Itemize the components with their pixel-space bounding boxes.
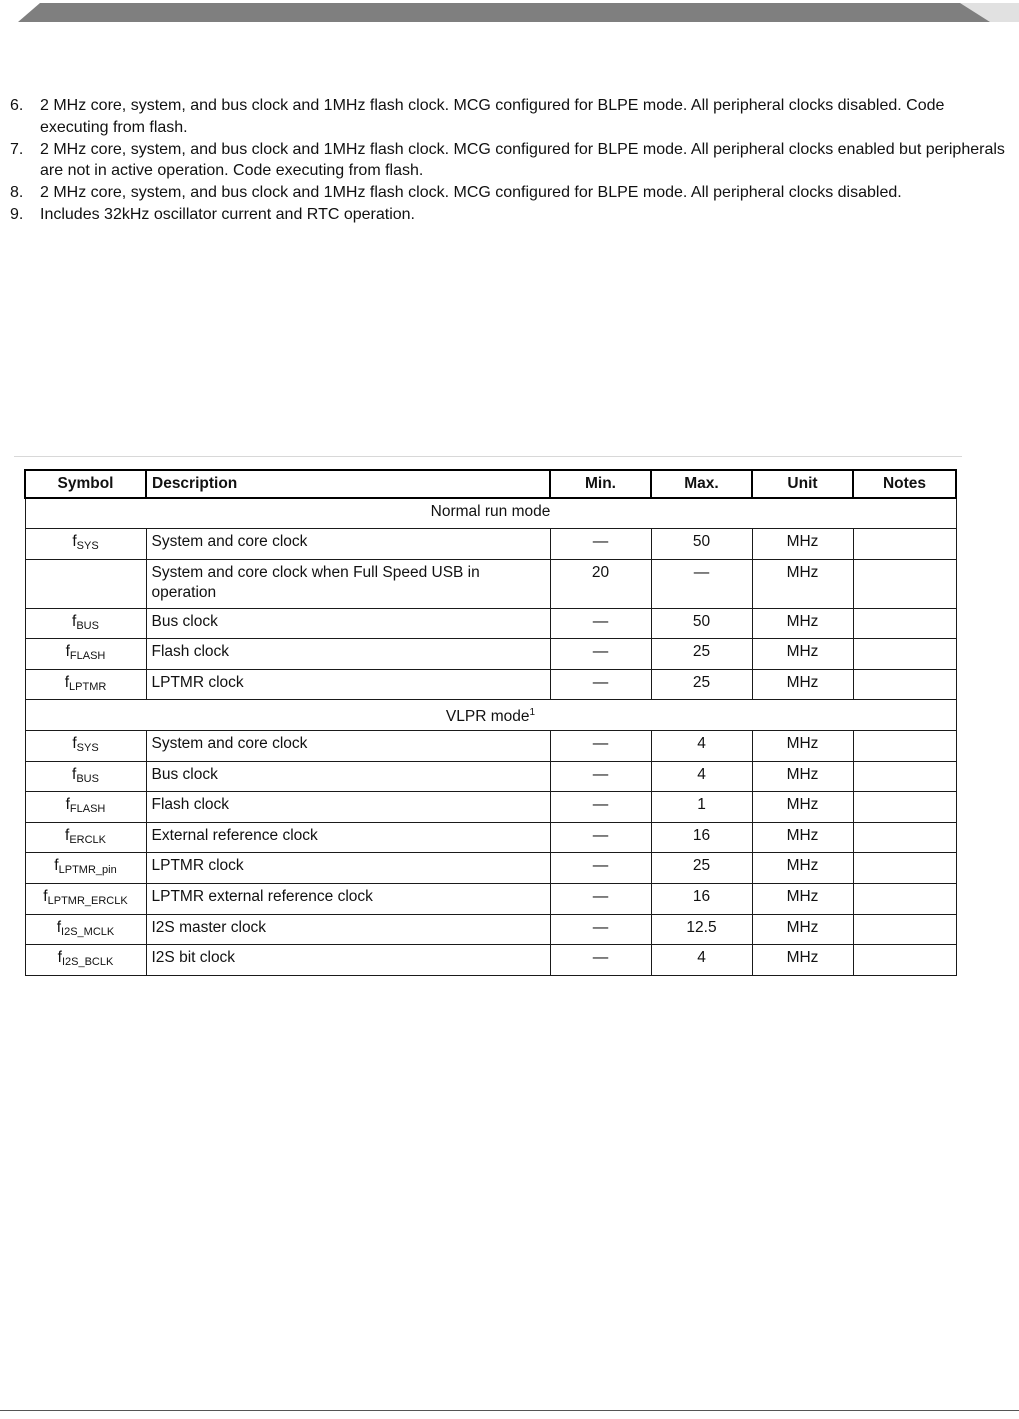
max-cell: 4 xyxy=(651,761,752,792)
min-cell: — xyxy=(550,608,651,639)
description-cell: I2S bit clock xyxy=(146,945,550,976)
symbol-main: f xyxy=(72,765,77,783)
symbol-cell xyxy=(25,559,146,608)
section-title-text: VLPR mode xyxy=(445,708,530,726)
unit-cell: MHz xyxy=(752,761,853,792)
min-cell: — xyxy=(550,792,651,823)
table-header-row xyxy=(25,470,956,498)
footnote-text: 2 MHz core, system, and bus clock and 1MHz flash clock. MCG configured for BLPE mode. All peripheral clocks enabled but peripherals are not in active operation. Code executing from flash. xyxy=(40,140,1005,180)
footnote-text: 2 MHz core, system, and bus clock and 1MHz flash clock. MCG configured for BLPE mode. All peripheral clocks disabled. xyxy=(40,184,902,202)
max-cell: 1 xyxy=(651,792,752,823)
table-row xyxy=(25,529,956,560)
symbol-subscript: SYS xyxy=(76,540,99,553)
symbol-cell xyxy=(25,792,146,823)
table-row xyxy=(25,822,956,853)
unit-cell: MHz xyxy=(752,853,853,884)
max-cell: 25 xyxy=(651,639,752,670)
symbol-subscript: SYS xyxy=(76,742,99,755)
unit-cell: MHz xyxy=(752,914,853,945)
footnote-number: 7. xyxy=(10,140,24,158)
symbol-subscript: LPTMR xyxy=(69,680,107,693)
description-cell: Bus clock xyxy=(146,761,550,792)
symbol-main: f xyxy=(65,796,70,814)
table-row xyxy=(25,884,956,915)
description-cell: System and core clock when Full Speed USB in operation xyxy=(146,559,550,608)
notes-cell xyxy=(853,559,956,608)
symbol-subscript: FLASH xyxy=(69,803,106,816)
min-cell: — xyxy=(550,853,651,884)
max-cell: 4 xyxy=(651,731,752,762)
header-unit: Unit xyxy=(752,470,853,498)
table-row xyxy=(25,559,956,608)
description-cell: LPTMR external reference clock xyxy=(146,884,550,915)
table-row xyxy=(25,792,956,823)
unit-cell: MHz xyxy=(752,559,853,608)
footnote-item xyxy=(10,139,1010,183)
notes-cell xyxy=(853,822,956,853)
symbol-main: f xyxy=(72,735,77,753)
notes-cell xyxy=(853,761,956,792)
clock-spec-table xyxy=(24,469,957,976)
unit-cell: MHz xyxy=(752,884,853,915)
description-cell: Flash clock xyxy=(146,792,550,823)
symbol-subscript: BUS xyxy=(76,772,99,785)
symbol-cell xyxy=(25,761,146,792)
notes-cell xyxy=(853,914,956,945)
max-cell: 16 xyxy=(651,822,752,853)
footnote-item xyxy=(10,95,1010,139)
footnote-text: Includes 32kHz oscillator current and RTC operation. xyxy=(40,205,415,223)
notes-cell xyxy=(853,669,956,700)
table-row xyxy=(25,731,956,762)
symbol-cell xyxy=(25,529,146,560)
max-cell: 25 xyxy=(651,669,752,700)
symbol-main: f xyxy=(64,673,70,691)
symbol-main: f xyxy=(56,918,62,936)
max-cell: — xyxy=(651,559,752,608)
notes-cell xyxy=(853,608,956,639)
footnote-text: 2 MHz core, system, and bus clock and 1MHz flash clock. MCG configured for BLPE mode. All peripheral clocks disabled. Code executing from flash. xyxy=(40,97,945,136)
description-cell: Bus clock xyxy=(146,608,550,639)
symbol-main: f xyxy=(43,888,48,906)
description-cell: System and core clock xyxy=(146,731,550,762)
symbol-cell xyxy=(25,884,146,915)
header-symbol: Symbol xyxy=(25,470,146,498)
description-cell: System and core clock xyxy=(146,529,550,560)
section-row-normal-run xyxy=(25,498,956,529)
header-max: Max. xyxy=(651,470,752,498)
unit-cell: MHz xyxy=(752,608,853,639)
min-cell: — xyxy=(550,945,651,976)
section-title: Normal run mode xyxy=(25,498,956,529)
table-row xyxy=(25,639,956,670)
table-row xyxy=(25,914,956,945)
header-description: Description xyxy=(146,470,550,498)
unit-cell: MHz xyxy=(752,669,853,700)
notes-cell xyxy=(853,792,956,823)
description-cell: External reference clock xyxy=(146,822,550,853)
notes-cell xyxy=(853,884,956,915)
symbol-cell xyxy=(25,945,146,976)
description-cell: I2S master clock xyxy=(146,914,550,945)
max-cell: 4 xyxy=(651,945,752,976)
min-cell: — xyxy=(550,669,651,700)
notes-cell xyxy=(853,853,956,884)
section-title xyxy=(25,700,956,731)
symbol-main: f xyxy=(72,612,77,630)
min-cell: — xyxy=(550,529,651,560)
footnote-number: 9. xyxy=(10,205,24,223)
symbol-main: f xyxy=(57,949,62,967)
notes-cell xyxy=(853,731,956,762)
min-cell: — xyxy=(550,731,651,762)
symbol-cell xyxy=(25,669,146,700)
unit-cell: MHz xyxy=(752,639,853,670)
footnote-item xyxy=(10,182,1010,204)
min-cell: — xyxy=(550,639,651,670)
max-cell: 16 xyxy=(651,884,752,915)
header-banner xyxy=(0,0,1019,22)
min-cell: — xyxy=(550,914,651,945)
header-notes: Notes xyxy=(853,470,956,498)
description-cell: LPTMR clock xyxy=(146,669,550,700)
symbol-subscript: FLASH xyxy=(69,650,106,663)
header-min: Min. xyxy=(550,470,651,498)
min-cell: — xyxy=(550,884,651,915)
symbol-cell xyxy=(25,731,146,762)
min-cell: — xyxy=(550,822,651,853)
symbol-cell xyxy=(25,914,146,945)
table-row xyxy=(25,853,956,884)
symbol-main: f xyxy=(65,643,70,661)
symbol-subscript: LPTMR_ERCLK xyxy=(47,895,128,908)
header-banner-bar xyxy=(18,3,1019,22)
symbol-subscript: LPTMR_pin xyxy=(58,864,117,877)
symbol-main: f xyxy=(54,857,59,875)
footnote-item xyxy=(10,204,1010,226)
footnote-number: 8. xyxy=(10,184,24,202)
section-row-vlpr xyxy=(25,700,956,731)
unit-cell: MHz xyxy=(752,731,853,762)
symbol-main: f xyxy=(72,533,77,551)
max-cell: 50 xyxy=(651,529,752,560)
symbol-cell xyxy=(25,639,146,670)
notes-cell xyxy=(853,639,956,670)
symbol-cell xyxy=(25,822,146,853)
description-cell: LPTMR clock xyxy=(146,853,550,884)
symbol-cell xyxy=(25,608,146,639)
table-row xyxy=(25,761,956,792)
max-cell: 50 xyxy=(651,608,752,639)
footnotes-list xyxy=(10,95,1010,226)
unit-cell: MHz xyxy=(752,792,853,823)
table-top-divider xyxy=(14,456,962,457)
description-cell: Flash clock xyxy=(146,639,550,670)
notes-cell xyxy=(853,529,956,560)
unit-cell: MHz xyxy=(752,529,853,560)
symbol-subscript: BUS xyxy=(76,619,99,632)
max-cell: 12.5 xyxy=(651,914,752,945)
min-cell: — xyxy=(550,761,651,792)
footnote-reference: 1 xyxy=(529,707,536,719)
page-bottom-divider xyxy=(0,1410,1019,1411)
symbol-subscript: I2S_MCLK xyxy=(61,925,115,938)
unit-cell: MHz xyxy=(752,822,853,853)
max-cell: 25 xyxy=(651,853,752,884)
table-row xyxy=(25,608,956,639)
symbol-cell xyxy=(25,853,146,884)
table-row xyxy=(25,945,956,976)
notes-cell xyxy=(853,945,956,976)
unit-cell: MHz xyxy=(752,945,853,976)
symbol-subscript: I2S_BCLK xyxy=(61,956,114,969)
min-cell: 20 xyxy=(550,559,651,608)
symbol-subscript: ERCLK xyxy=(69,833,106,846)
footnote-number: 6. xyxy=(10,97,24,114)
symbol-main: f xyxy=(65,826,70,844)
table-row xyxy=(25,669,956,700)
